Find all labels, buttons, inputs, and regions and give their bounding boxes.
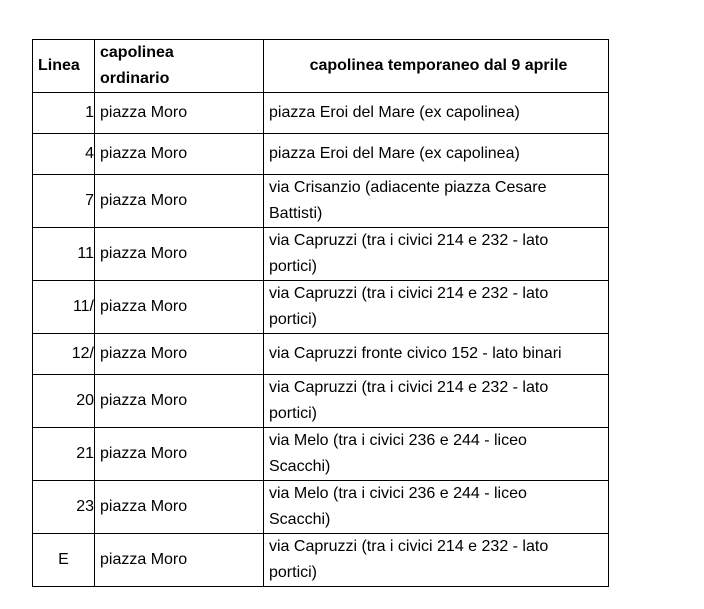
- cell-capolinea-temporaneo: [264, 175, 609, 228]
- cell-capolinea-ordinario: piazza Moro: [95, 134, 264, 175]
- cell-capolinea-temporaneo: [264, 134, 609, 175]
- cell-temporaneo-line2: Scacchi): [269, 511, 331, 528]
- cell-linea: 11: [33, 228, 95, 281]
- cell-temporaneo-line1: via Melo (tra i civici 236 e 244 - liceo: [269, 432, 527, 449]
- table-row: [33, 375, 609, 428]
- cell-linea: 7: [33, 175, 95, 228]
- cell-temporaneo-text: piazza Eroi del Mare (ex capolinea): [269, 104, 520, 121]
- header-row: [33, 40, 609, 93]
- table-row: [33, 481, 609, 534]
- cell-capolinea-ordinario: piazza Moro: [95, 281, 264, 334]
- cell-linea: 23: [33, 481, 95, 534]
- table-row: [33, 428, 609, 481]
- table-row: [33, 281, 609, 334]
- cell-capolinea-ordinario: piazza Moro: [95, 334, 264, 375]
- cell-temporaneo-line2: portici): [269, 405, 318, 422]
- cell-capolinea-temporaneo: [264, 375, 609, 428]
- table-row: [33, 134, 609, 175]
- header-capolinea-temporaneo: capolinea temporaneo dal 9 aprile: [264, 40, 609, 93]
- table-row: [33, 228, 609, 281]
- header-linea: Linea: [33, 40, 95, 93]
- header-ordinario-line1: capolinea: [100, 44, 174, 61]
- cell-capolinea-ordinario: piazza Moro: [95, 428, 264, 481]
- cell-temporaneo-line1: via Capruzzi (tra i civici 214 e 232 - lato: [269, 232, 549, 249]
- table-row: [33, 334, 609, 375]
- cell-linea: 12/: [33, 334, 95, 375]
- cell-capolinea-temporaneo: [264, 93, 609, 134]
- cell-linea: 21: [33, 428, 95, 481]
- cell-temporaneo-line1: via Capruzzi (tra i civici 214 e 232 - lato: [269, 538, 549, 555]
- cell-capolinea-ordinario: piazza Moro: [95, 375, 264, 428]
- cell-temporaneo-line1: via Capruzzi (tra i civici 214 e 232 - lato: [269, 379, 549, 396]
- cell-temporaneo-line1: via Capruzzi (tra i civici 214 e 232 - lato: [269, 285, 549, 302]
- cell-temporaneo-line1: via Melo (tra i civici 236 e 244 - liceo: [269, 485, 527, 502]
- cell-capolinea-temporaneo: [264, 428, 609, 481]
- cell-linea: 4: [33, 134, 95, 175]
- cell-temporaneo-line2: Battisti): [269, 205, 323, 222]
- cell-capolinea-ordinario: piazza Moro: [95, 534, 264, 587]
- cell-temporaneo-line1: via Crisanzio (adiacente piazza Cesare: [269, 179, 547, 196]
- cell-temporaneo-line2: portici): [269, 311, 318, 328]
- cell-linea: 1: [33, 93, 95, 134]
- cell-temporaneo-line2: portici): [269, 564, 318, 581]
- cell-capolinea-temporaneo: [264, 481, 609, 534]
- cell-capolinea-temporaneo: [264, 281, 609, 334]
- cell-capolinea-temporaneo: [264, 534, 609, 587]
- cell-capolinea-ordinario: piazza Moro: [95, 175, 264, 228]
- table-body: [33, 93, 609, 587]
- cell-capolinea-temporaneo: [264, 334, 609, 375]
- table-header: [33, 40, 609, 93]
- cell-capolinea-temporaneo: [264, 228, 609, 281]
- table-row: [33, 93, 609, 134]
- cell-temporaneo-text: piazza Eroi del Mare (ex capolinea): [269, 145, 520, 162]
- header-capolinea-ordinario: [95, 40, 264, 93]
- cell-capolinea-ordinario: piazza Moro: [95, 228, 264, 281]
- table-row: [33, 534, 609, 587]
- cell-capolinea-ordinario: piazza Moro: [95, 93, 264, 134]
- capolinea-table: [32, 39, 609, 587]
- table-row: [33, 175, 609, 228]
- header-ordinario-line2: ordinario: [100, 70, 170, 87]
- cell-capolinea-ordinario: piazza Moro: [95, 481, 264, 534]
- cell-linea: E: [33, 534, 95, 587]
- cell-linea: 20: [33, 375, 95, 428]
- cell-temporaneo-text: via Capruzzi fronte civico 152 - lato binari: [269, 345, 562, 362]
- cell-linea: 11/: [33, 281, 95, 334]
- cell-temporaneo-line2: portici): [269, 258, 318, 275]
- cell-temporaneo-line2: Scacchi): [269, 458, 331, 475]
